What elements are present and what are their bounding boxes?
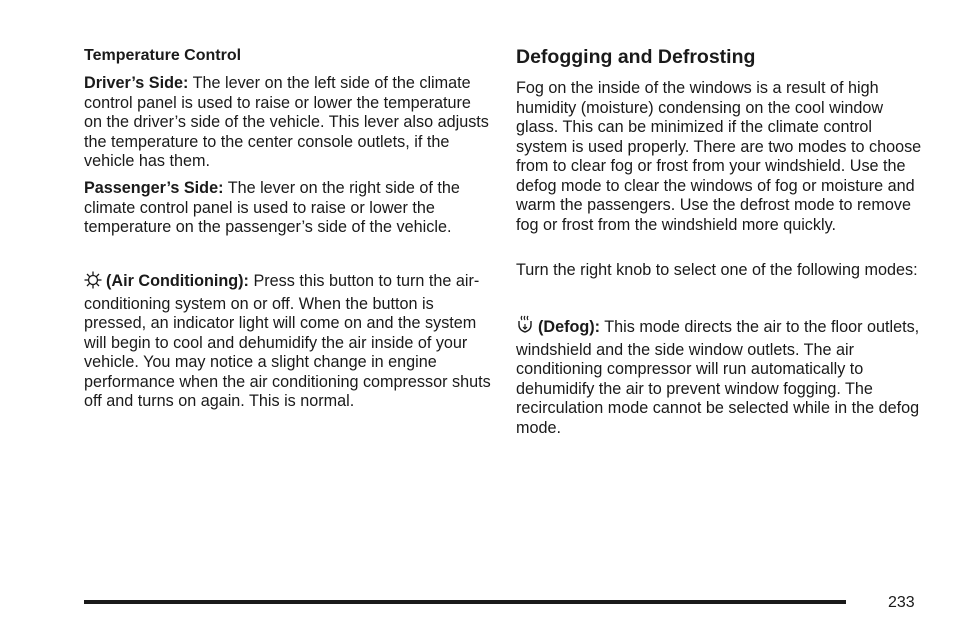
defogging-heading: Defogging and Defrosting [516, 46, 756, 68]
passengers-side-label: Passenger’s Side: [84, 179, 224, 197]
defog-icon [516, 315, 534, 341]
defog-text: This mode directs the air to the floor outlets, windshield and the side window outlets. The air conditioning compressor will run automatically to dehumidify the air to prevent window fogging. The recirculation mode cannot be selected while in the defog mode. [516, 318, 920, 437]
air-conditioning-label: (Air Conditioning): [106, 272, 249, 290]
drivers-side-paragraph [84, 74, 492, 172]
snowflake-icon [84, 271, 102, 295]
passengers-side-paragraph [84, 179, 492, 238]
drivers-side-label: Driver’s Side: [84, 74, 189, 92]
defog-intro-paragraph: Fog on the inside of the windows is a result of high humidity (moisture) condensing on the cool window glass. This can be minimized if the climate control system is used properly. There are two modes to choose from to clear fog or frost from your windshield. Use the defog mode to clear the windows of fog or moisture and warm the passengers. Use the defrost mode to remove fog or frost from the windshield more quickly. [516, 79, 922, 234]
page-number: 233 [888, 594, 915, 611]
passengers-side-text: The lever on the right side of the climate control panel is used to raise or lower the temperature on the passenger’s side of the vehicle. [84, 179, 460, 236]
temperature-control-subheading: Temperature Control [84, 47, 242, 64]
air-conditioning-paragraph [84, 271, 492, 412]
drivers-side-text: The lever on the left side of the climate control panel is used to raise or lower the temperature on the driver’s side of the vehicle. This lever also adjusts the temperature to the center console outlets, if the vehicle has them. [84, 74, 489, 170]
knob-paragraph: Turn the right knob to select one of the following modes: [516, 261, 918, 279]
footer-rule [84, 600, 846, 604]
defog-label: (Defog): [538, 318, 601, 336]
air-conditioning-text: Press this button to turn the air-conditioning system on or off. When the button is pressed, an indicator light will come on and the system will begin to cool and dehumidify the air inside of your vehicle. You may notice a slight change in engine performance when the air conditioning compressor shuts off and turns on again. This is normal. [84, 272, 491, 410]
defog-paragraph [516, 315, 924, 438]
